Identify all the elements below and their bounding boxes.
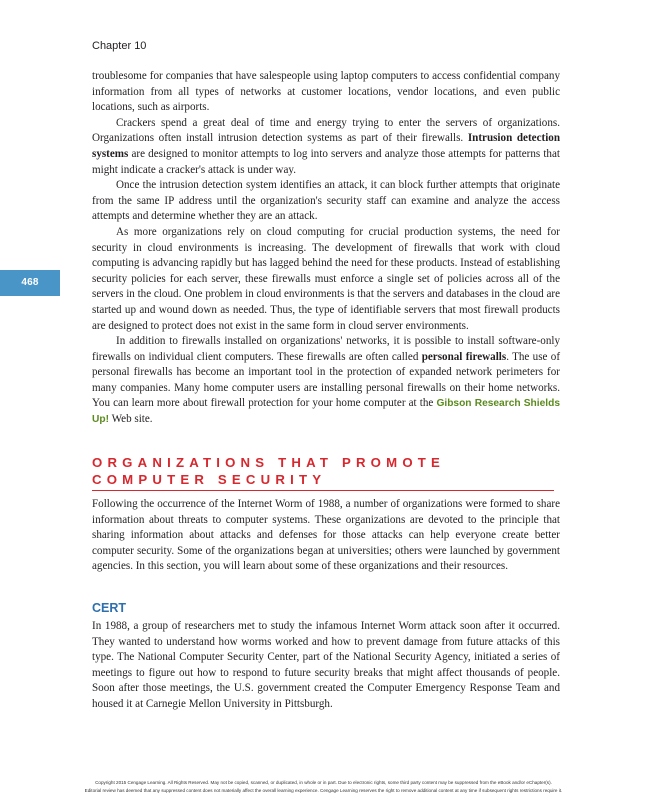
paragraph: Once the intrusion detection system identifies an attack, it can block further attempts that originate from the same IP address until the organization's security staff can examine and analyze the access attempts and determine whether they are an attack. (92, 179, 560, 223)
intro-text-block (92, 69, 560, 428)
paragraph-text: Crackers spend a great deal of time and energy trying to enter the servers of organizations. Organizations often install intrusion detection systems as part of their firewalls. (92, 116, 560, 145)
paragraph: troublesome for companies that have salespeople using laptop computers to access confidential company information from all types of networks at customer locations, vendor locations, and even public locations, such as airports. (92, 70, 560, 114)
paragraph-text: In addition to firewalls installed on organizations' networks, it is possible to install software-only firewalls on individual client computers. These firewalls are often called (92, 335, 560, 363)
section-text-block (92, 497, 560, 575)
section-divider (92, 490, 554, 491)
section-heading: ORGANIZATIONS THAT PROMOTE COMPUTER SECURITY (92, 455, 446, 487)
paragraph-text: . The use of personal firewalls has become an important tool in the protection of expanded network perimeters for many companies. Many home computer users are installing personal firewalls on their home networks. You can learn more about firewall protection for your home computer at the (92, 350, 561, 410)
gibson-research-link[interactable]: Gibson Research Shields Up! (92, 398, 560, 426)
page-number-tab: 468 (0, 270, 60, 296)
paragraph-text: Web site. (111, 413, 153, 426)
editorial-notice: Editorial review has deemed that any suppressed content does not materially affect the overall learning experience. Cengage Learning reserves the right to remove additional content at any time if subsequent rights restrictions require it. (84, 788, 563, 793)
paragraph: In 1988, a group of researchers met to study the infamous Internet Worm attack soon after it occurred. They wanted to understand how worms worked and how to prevent damage from future attacks of this type. The National Computer Security Center, part of the National Security Agency, initiated a series of meetings to figure out how to respond to future security breaks that might affect thousands of people. Soon after those meetings, the U.S. government created the Computer Emergency Response Team and housed it at Carnegie Mellon University in Pittsburgh. (92, 620, 560, 710)
cert-heading: CERT (92, 601, 127, 615)
paragraph-text: are designed to monitor attempts to log into servers and analyze those attempts for patterns that might indicate a cracker's attack is under way. (92, 147, 560, 176)
paragraph (92, 334, 560, 428)
paragraph: Following the occurrence of the Internet Worm of 1988, a number of organizations were formed to share information about threats to computer systems. These organizations are devoted to the principle that sharing information about attacks and defenses for those attacks can help everyone create better computer security. Some of the organizations began at universities; others were launched by government agencies. In this section, you will learn about some of these organizations and their resources. (92, 498, 560, 573)
paragraph (92, 116, 560, 178)
chapter-label: Chapter 10 (92, 40, 147, 52)
paragraph: As more organizations rely on cloud computing for crucial production systems, the need for security in cloud environments is increasing. The development of firewalls that work with cloud computing is advancing rapidly but has lagged behind the need for these products. Instead of establishing security policies for each server, these firewalls must enforce a single set of policies across all of the servers in the cloud. One problem in cloud environments is that the servers and databases in the cloud are started up and wound down as needed. Thus, the type of identifiable servers that most firewall products are designed to protect does not exist in the same form in cloud server environments. (92, 225, 560, 332)
key-term: personal firewalls (421, 350, 507, 363)
copyright-notice: Copyright 2015 Cengage Learning. All Rights Reserved. May not be copied, scanned, or duplicated, in whole or in part. Due to electronic rights, some third party content may be suppressed from the eBook and/or eChapter(s). (95, 780, 552, 785)
key-term: Intrusion detection systems (92, 132, 561, 160)
cert-text-block (92, 619, 560, 713)
